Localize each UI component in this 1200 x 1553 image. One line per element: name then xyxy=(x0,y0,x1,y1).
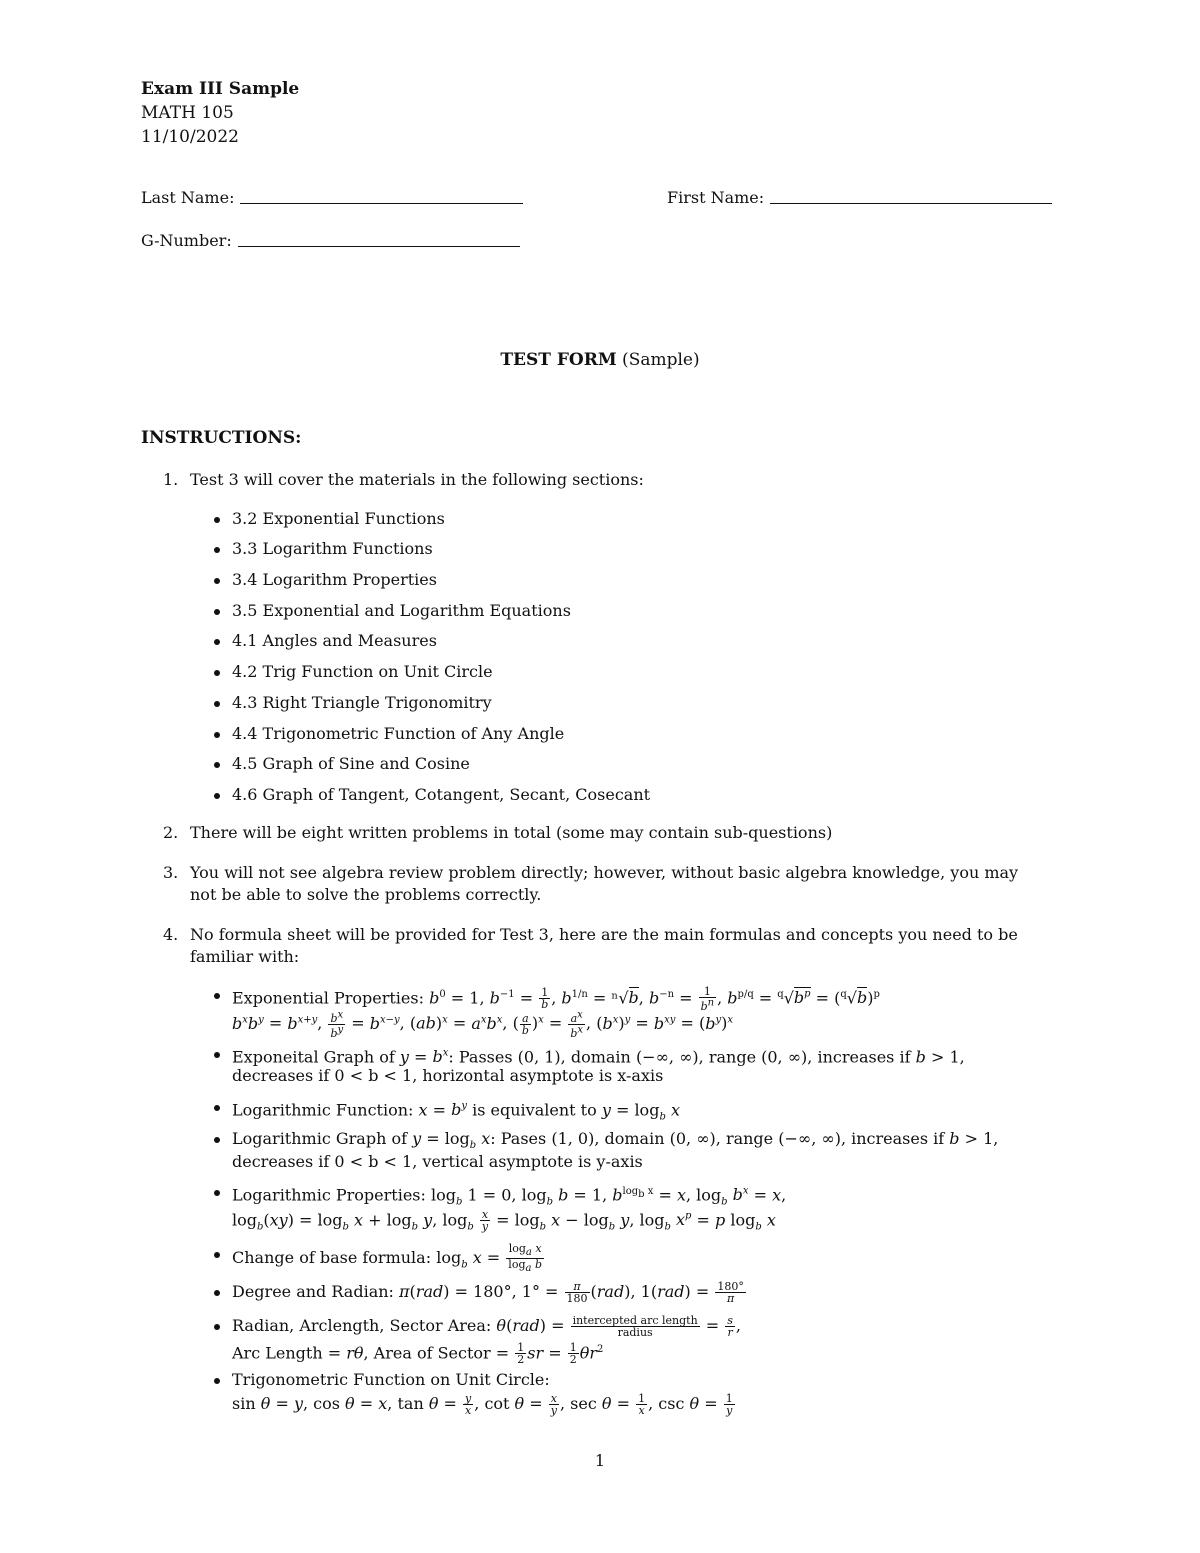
section-item: 3.4 Logarithm Properties xyxy=(232,570,437,589)
section-item: 4.6 Graph of Tangent, Cotangent, Secant, Cosecant xyxy=(232,785,651,804)
formula-logarithmic-graph: Logarithmic Graph of $y = \log_b x$: Pases (1, 0), domain (0, ∞), range (−∞, ∞), increases if b > 1, xyxy=(232,1128,998,1157)
formula-logarithmic-properties-line2: $\log_b(xy) = \log_b x + \log_b y$, $\log_b$ $\frac{x}{y}$ = $\log_b x - \log_b y$, $\log_b x^p = p$ $\log_b x$ xyxy=(232,1208,776,1234)
section-item: 4.5 Graph of Sine and Cosine xyxy=(232,754,470,773)
item-3-text: You will not see algebra review problem directly; however, without basic algebra knowledge, you may xyxy=(190,863,1019,882)
item-4-text: No formula sheet will be provided for Test 3, here are the main formulas and concepts you need to be xyxy=(190,925,1018,944)
last-name-row xyxy=(141,188,523,207)
section-item: 4.4 Trigonometric Function of Any Angle xyxy=(232,724,565,743)
item-1-text: Test 3 will cover the materials in the following sections: xyxy=(190,470,644,489)
formula-exponential-properties: Exponential Properties: $b^0 = 1$, $b^{-1}$ = $\frac{1}{b}$ , $b^{1/n} = ^n√b$, $b^{-n}$ = $\frac{1}{b^n}$ , $b^{p/q} = ^q√b^p = (^q√b)^p$ xyxy=(232,984,880,1014)
formula-degree-radian: Degree and Radian: π(rad) = 180°, 1° = $\frac{\pi}{180}$ (rad), 1(rad) = $\frac{180^\circ}{\pi}$ xyxy=(232,1281,747,1304)
exam-date: 11/10/2022 xyxy=(141,127,239,147)
item-4-number: 4. xyxy=(163,925,179,944)
item-3-number: 3. xyxy=(163,863,179,882)
item-3-text-line2: not be able to solve the problems correctly. xyxy=(190,885,542,904)
item-2-text: There will be eight written problems in total (some may contain sub-questions) xyxy=(190,823,833,842)
instructions-heading: INSTRUCTIONS: xyxy=(141,428,302,448)
last-name-label: Last Name: xyxy=(141,188,235,207)
section-item: 3.5 Exponential and Logarithm Equations xyxy=(232,601,571,620)
section-item: 4.1 Angles and Measures xyxy=(232,631,437,650)
test-form-title xyxy=(0,350,1200,370)
section-item: 4.3 Right Triangle Trigonomitry xyxy=(232,693,492,712)
formula-logarithmic-function: Logarithmic Function: $x = b^y$ is equivalent to $y = \log_b x$ xyxy=(232,1096,680,1129)
g-number-row xyxy=(141,231,520,250)
page-number: 1 xyxy=(594,1451,606,1470)
first-name-label: First Name: xyxy=(667,188,765,207)
section-item: 3.2 Exponential Functions xyxy=(232,509,445,528)
formula-trig-unit-circle: Trigonometric Function on Unit Circle: xyxy=(232,1370,550,1389)
formula-trig-unit-circle-line2: sin θ = y, cos θ = x, tan θ = $\frac{y}{x}$ , cot θ = $\frac{x}{y}$ , sec θ = $\frac{1}{x}$ , csc θ = $\frac{1}{y}$ xyxy=(232,1392,733,1417)
first-name-row xyxy=(667,188,1052,207)
section-item: 4.2 Trig Function on Unit Circle xyxy=(232,662,493,681)
course-code: MATH 105 xyxy=(141,103,234,123)
item-2-number: 2. xyxy=(163,823,179,842)
test-form-rest: (Sample) xyxy=(616,350,700,370)
formula-exponential-graph-line2: decreases if 0 < b < 1, horizontal asymptote is x-axis xyxy=(232,1066,664,1085)
section-item: 3.3 Logarithm Functions xyxy=(232,539,433,558)
g-number-line[interactable] xyxy=(238,245,520,247)
formula-logarithmic-properties: Logarithmic Properties: $\log_b 1 = 0$, $\log_b b = 1$, $b^{log_b x} = x$, $\log_b b^x = x$, xyxy=(232,1181,786,1214)
formula-exponential-graph: Exponeital Graph of $y = b^x$: Passes (0, 1), domain (−∞, ∞), range (0, ∞), increases if b > 1, xyxy=(232,1043,965,1068)
test-form-bold: TEST FORM xyxy=(500,350,617,370)
formula-logarithmic-graph-line2: decreases if 0 < b < 1, vertical asymptote is y-axis xyxy=(232,1152,643,1171)
g-number-label: G-Number: xyxy=(141,231,232,250)
exam-title: Exam III Sample xyxy=(141,79,300,99)
last-name-line[interactable] xyxy=(240,202,523,204)
formula-exponential-properties-line2: $b^xb^y = b^{x+y}$, $\frac{b^x}{b^y}$ = $b^{x-y}$, $(ab)^x = a^xb^x$, ( $\frac{a}{b}$ )$^x$ = $\frac{a^x}{b^x}$ , $(b^x)^y = b^{xy} = (b^y)^x$ xyxy=(232,1009,734,1041)
formula-radian-arclength: Radian, Arclength, Sector Area: θ(rad) = $\frac{\text{intercepted arc length}}{\text{radius}}$ = $\frac{s}{r}$ , xyxy=(232,1314,742,1339)
formula-arc-length-area: Arc Length = rθ, Area of Sector = $\frac{1}{2}$ sr = $\frac{1}{2}$ $\theta r^2$ xyxy=(232,1341,604,1367)
formula-change-of-base: Change of base formula: $\log_b x$ = $\frac{\log_a x}{\log_a b}$ xyxy=(232,1243,545,1276)
first-name-line[interactable] xyxy=(770,202,1052,204)
item-1-number: 1. xyxy=(163,470,179,489)
item-4-text-line2: familiar with: xyxy=(190,947,300,966)
